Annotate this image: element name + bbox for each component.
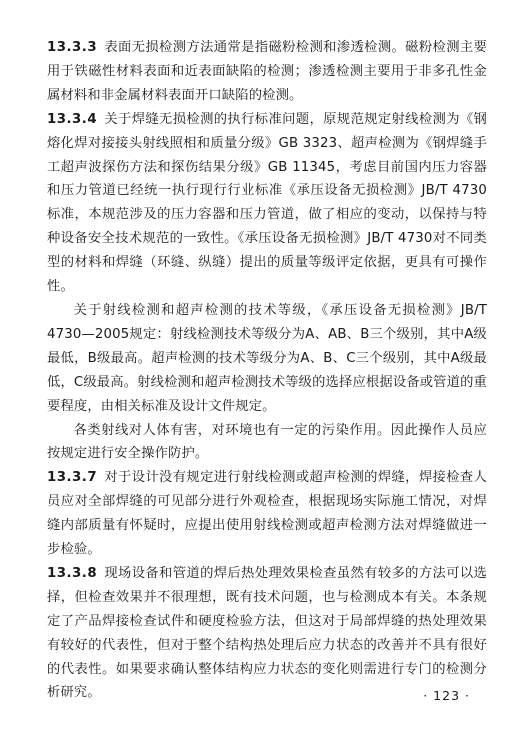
clause-number: 13.3.4	[47, 111, 98, 127]
clause-text: 现场设备和管道的焊后热处理效果检查虽然有较多的方法可以选择，但检查效果并不很理想，既有技术问题，也与检测成本有关。本条规定了产品焊接检查试件和硬度检验方法，但这对于局部焊缝的热处理效果有较好的代表性，但对于整个结构热处理后应力状态的改善并不具有很好的代表性。如果要求确认整体结构应力状态的变化则需进行专门的检测分析研究。	[47, 565, 487, 701]
clause-text: 关于焊缝无损检测的执行标准问题，原规范规定射线检测为《钢熔化焊对接接头射线照相和质量分级》GB 3323、超声检测为《钢焊缝手工超声波探伤方法和探伤结果分级》GB 11345，考虑目前国内压力容器和压力管道已经统一执行现行行业标准《承压设备无损检测》JB/T 4730标准，本规范涉及的压力容器和压力管道，做了相应的变动，以保持与特种设备安全技术规范的一致性。《承压设备无损检测》JB/T 4730对不同类型的材料和焊缝（环缝、纵缝）提出的质量等级评定依据，更具有可操作性。	[47, 111, 487, 295]
clause-text: 表面无损检测方法通常是指磁粉检测和渗透检测。磁粉检测主要用于铁磁性材料表面和近表面缺陷的检测；渗透检测主要用于非多孔性金属材料和非金属材料表面开口缺陷的检测。	[47, 40, 487, 103]
paragraph-text: 各类射线对人体有害，对环境也有一定的污染作用。因此操作人员应按规定进行安全操作防护。	[47, 422, 487, 462]
paragraph-text: 关于射线检测和超声检测的技术等级，《承压设备无损检测》JB/T 4730—2005规定：射线检测技术等级分为A、AB、B三个级别，其中A级最低，B级最高。超声检测的技术等级分为A、B、C三个级别，其中A级最低，C级最高。射线检测和超声检测技术等级的选择应根据设备或管道的重要程度，由相关标准及设计文件规定。	[47, 302, 487, 414]
section-13-3-4	[47, 108, 487, 299]
clause-number: 13.3.8	[47, 565, 98, 581]
paragraph-technical-grades	[47, 299, 487, 419]
clause-text: 对于设计没有规定进行射线检测或超声检测的焊缝，焊接检查人员应对全部焊缝的可见部分进行外观检查，根据现场实际施工情况，对焊缝内部质量有怀疑时，应提出使用射线检测或超声检测方法对焊缝做进一步检验。	[47, 470, 487, 558]
clause-number: 13.3.3	[47, 40, 98, 55]
body-text	[47, 36, 487, 705]
page-number: · 123 ·	[423, 688, 470, 703]
section-13-3-8	[47, 562, 487, 705]
section-13-3-3	[47, 36, 487, 108]
clause-number: 13.3.7	[47, 470, 98, 486]
section-13-3-7	[47, 466, 487, 562]
paragraph-radiation-safety	[47, 419, 487, 467]
